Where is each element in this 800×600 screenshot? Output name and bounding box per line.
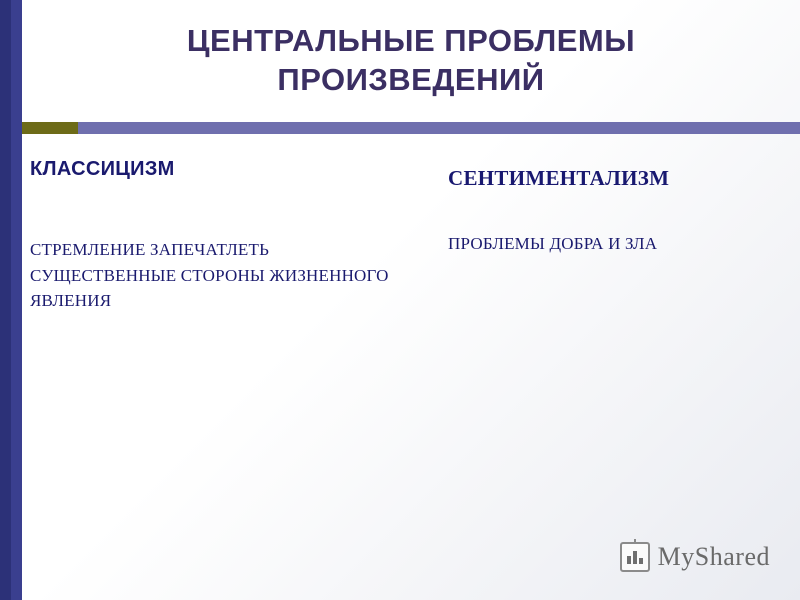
column-sentimentalism [448, 158, 788, 257]
left-accent-bar [0, 0, 22, 600]
divider-olive [22, 122, 78, 134]
body-sentimentalism: ПРОБЛЕМЫ ДОБРА И ЗЛА [448, 234, 658, 253]
chart-logo-bar-3 [639, 558, 643, 564]
chart-logo-icon [620, 542, 650, 572]
heading-sentimentalism: СЕНТИМЕНТАЛИЗМ [448, 166, 670, 190]
watermark-text: MyShared [657, 542, 770, 571]
chart-logo-bar-1 [627, 556, 631, 564]
chart-logo-bar-2 [633, 551, 637, 564]
left-accent-bar-inner [0, 0, 11, 600]
chart-logo-stem [634, 539, 636, 544]
page-title: ЦЕНТРАЛЬНЫЕ ПРОБЛЕМЫ ПРОИЗВЕДЕНИЙ [186, 23, 636, 97]
heading-classicism: КЛАССИЦИЗМ [30, 158, 175, 180]
body-classicism: СТРЕМЛЕНИЕ ЗАПЕЧАТЛЕТЬ СУЩЕСТВЕННЫЕ СТОРОНЫ ЖИЗНЕННОГО ЯВЛЕНИЯ [30, 240, 389, 310]
column-classicism [30, 158, 420, 314]
watermark [620, 542, 770, 572]
divider-purple [78, 122, 800, 134]
title-block [22, 0, 800, 122]
